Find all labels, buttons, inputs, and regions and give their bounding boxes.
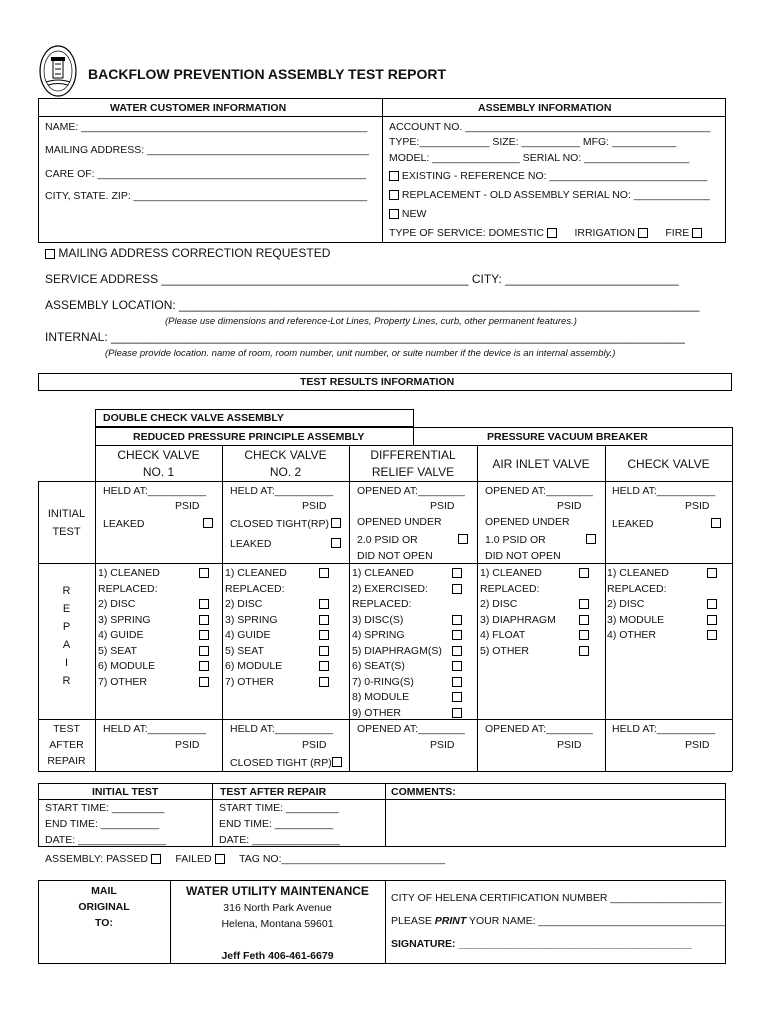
cv2-repair-checkbox[interactable] [319,677,329,687]
cv2-repair-item: 7) OTHER [225,675,275,688]
initial-test-heading: INITIAL TEST [92,786,159,798]
service-type-row: TYPE OF SERVICE: DOMESTIC IRRIGATION FIRE [389,227,702,239]
air-repair-checkbox[interactable] [579,615,589,625]
assembly-result-row: ASSEMBLY: PASSED FAILED TAG NO:____________________________ [45,853,446,865]
irrigation-checkbox[interactable] [638,228,648,238]
after-rv-psid: PSID [430,739,455,751]
pvcv-repair-checkbox[interactable] [707,615,717,625]
air-opened-under: OPENED UNDER [485,516,570,528]
pvb-heading: PRESSURE VACUUM BREAKER [487,431,648,443]
col2-header-a: CHECK VALVE [244,448,327,462]
rv-repair-checkbox[interactable] [452,646,462,656]
air-repair-checkbox[interactable] [579,630,589,640]
cv2-repair-checkbox[interactable] [319,661,329,671]
after-label-b: AFTER [49,739,84,751]
after-label-a: TEST [53,723,80,735]
rv-did-not-open-checkbox[interactable] [458,534,468,544]
utility-address-2: Helena, Montana 59601 [221,918,334,930]
air-psi-threshold: 1.0 PSID OR [485,534,546,546]
repair-letter-r: R [62,585,71,597]
passed-checkbox[interactable] [151,854,161,864]
mailing-correction-option[interactable]: MAILING ADDRESS CORRECTION REQUESTED [45,246,330,260]
name-field[interactable]: NAME: _________________________________________________ [45,121,368,133]
cv1-repair-item: REPLACED: [98,582,158,595]
rv-repair-item: 2) EXERCISED: [352,582,428,595]
cv2-repair-checkbox[interactable] [319,568,329,578]
cv2-repair-item: 2) DISC [225,598,263,610]
print-name-field[interactable]: PLEASE PRINT YOUR NAME: ________________________________ [391,915,726,927]
customer-heading: WATER CUSTOMER INFORMATION [110,102,287,114]
after-cv1-held-at[interactable]: HELD AT:__________ [103,723,207,735]
rv-repair-item: 6) SEAT(S) [352,660,405,672]
tag-no-field[interactable]: TAG NO:____________________________ [239,853,446,865]
cv1-repair-checkbox[interactable] [199,568,209,578]
city-seal-logo [38,44,78,98]
signature-field[interactable]: SIGNATURE: ________________________________________ [391,938,693,950]
cv1-repair-checkbox[interactable] [199,599,209,609]
city-state-zip-field[interactable]: CITY, STATE. ZIP: ________________________________________ [45,190,368,202]
pvcv-leaked-checkbox[interactable] [711,518,721,528]
new-checkbox[interactable] [389,209,399,219]
cv2-repair-item: 5) SEAT [225,644,264,657]
mailing-address-field[interactable]: MAILING ADDRESS: ______________________________________ [45,144,370,156]
after-cv2-held-at[interactable]: HELD AT:__________ [230,723,334,735]
col4-header: AIR INLET VALVE [492,457,590,471]
initial-start-time[interactable]: START TIME: _________ [45,802,165,814]
care-of-field[interactable]: CARE OF: ______________________________________________ [45,168,367,180]
after-cv2-closed-tight-checkbox[interactable] [332,757,342,767]
cv2-repair-checkbox[interactable] [319,599,329,609]
cv1-repair-item: 1) CLEANED [98,567,160,579]
cv1-leaked-checkbox[interactable] [203,518,213,528]
mail-label-3: TO: [95,917,113,929]
col3-header-b: RELIEF VALVE [371,465,455,479]
cv2-repair-item: 6) MODULE [225,660,283,672]
after-rv-opened-at[interactable]: OPENED AT:________ [357,723,465,735]
col1-header-a: CHECK VALVE [117,448,200,462]
mail-label-2: ORIGINAL [78,901,130,913]
air-psid: PSID [557,500,582,512]
repair-letter-e: E [62,603,71,615]
pvcv-repair-item: 4) OTHER [607,629,657,641]
after-cv2-closed-tight: CLOSED TIGHT (RP) [230,757,332,769]
rv-psi-threshold: 2.0 PSID OR [357,534,418,546]
air-repair-item: 5) OTHER [480,644,530,657]
col2-header-b: NO. 2 [269,465,302,479]
air-repair-checkbox[interactable] [579,599,589,609]
after-label-c: REPAIR [47,755,86,767]
cv1-repair-checkbox[interactable] [199,661,209,671]
repair-letter-i: I [64,657,69,669]
air-did-not-open-checkbox[interactable] [586,534,596,544]
replacement-option[interactable]: REPLACEMENT - OLD ASSEMBLY SERIAL NO: _____________ [389,189,710,201]
initial-label-b: TEST [52,526,81,538]
cv2-repair-item: REPLACED: [225,582,285,595]
cv2-closed-tight: CLOSED TIGHT(RP) [230,518,329,530]
after-air-psid: PSID [557,739,582,751]
after-pvcv-psid: PSID [685,739,710,751]
rv-repair-item: 8) MODULE [352,691,410,703]
rv-repair-item: REPLACED: [352,598,412,610]
existing-checkbox[interactable] [389,171,399,181]
assembly-heading: ASSEMBLY INFORMATION [478,102,612,114]
new-option[interactable]: NEW [389,208,426,220]
rv-repair-checkbox[interactable] [452,708,462,718]
cv2-held-at[interactable]: HELD AT:__________ [230,485,334,497]
rv-repair-checkbox[interactable] [452,568,462,578]
rv-repair-item: 4) SPRING [352,629,405,641]
rv-repair-checkbox[interactable] [452,692,462,702]
rv-repair-checkbox[interactable] [452,677,462,687]
cv1-repair-checkbox[interactable] [199,677,209,687]
mail-label-1: MAIL [91,885,117,897]
internal-note: (Please provide location. name of room, room number, unit number, or suite number if the device is an internal assembly.) [105,348,616,359]
failed-checkbox[interactable] [215,854,225,864]
cv2-leaked-checkbox[interactable] [331,538,341,548]
repair-letter-r2: R [62,675,71,687]
account-field[interactable]: ACCOUNT NO. __________________________________________ [389,121,711,133]
pvcv-repair-item: 1) CLEANED [607,567,669,579]
rv-repair-checkbox[interactable] [452,584,462,594]
cv1-repair-item: 3) SPRING [98,613,151,626]
col5-header: CHECK VALVE [627,457,710,471]
pvcv-repair-item: REPLACED: [607,582,667,595]
fire-checkbox[interactable] [692,228,702,238]
initial-date[interactable]: DATE: _______________ [45,834,166,846]
cv1-repair-item: 7) OTHER [98,675,148,688]
comments-heading: COMMENTS: [391,786,456,798]
air-repair-item: 3) DIAPHRAGM [480,613,556,626]
rv-repair-checkbox[interactable] [452,630,462,640]
rv-repair-item: 9) OTHER [352,706,402,719]
domestic-checkbox[interactable] [547,228,557,238]
model-serial-field[interactable]: MODEL: _______________ SERIAL NO: __________________ [389,152,690,164]
air-did-not-open: DID NOT OPEN [485,550,561,562]
cv2-psid: PSID [302,500,327,512]
cv1-repair-item: 4) GUIDE [98,629,144,641]
pvcv-psid: PSID [685,500,710,512]
cv1-repair-item: 5) SEAT [98,644,137,657]
pvcv-repair-checkbox[interactable] [707,568,717,578]
rv-did-not-open: DID NOT OPEN [357,550,433,562]
rv-opened-under: OPENED UNDER [357,516,442,528]
rv-repair-item: 1) CLEANED [352,567,414,579]
pvcv-leaked: LEAKED [612,518,654,530]
cv1-repair-checkbox[interactable] [199,615,209,625]
col3-header-a: DIFFERENTIAL [370,448,456,462]
pvcv-repair-item: 3) MODULE [607,613,665,626]
rv-repair-item: 5) DIAPHRAGM(S) [352,644,442,657]
certification-field[interactable]: CITY OF HELENA CERTIFICATION NUMBER ___________________ [391,892,722,904]
cv1-held-at[interactable]: HELD AT:__________ [103,485,207,497]
pvcv-repair-checkbox[interactable] [707,630,717,640]
cv2-repair-item: 4) GUIDE [225,629,271,641]
col1-header-b: NO. 1 [142,465,175,479]
replacement-checkbox[interactable] [389,190,399,200]
air-repair-item: REPLACED: [480,582,540,595]
type-size-mfg-field[interactable]: TYPE:____________ SIZE: __________ MFG: ___________ [389,136,677,148]
cv2-repair-item: 1) CLEANED [225,567,287,579]
air-repair-checkbox[interactable] [579,568,589,578]
repair-letter-p: P [62,621,71,633]
cv2-leaked: LEAKED [230,538,272,550]
after-cv2-psid: PSID [302,739,327,751]
air-repair-item: 1) CLEANED [480,567,542,579]
location-note: (Please use dimensions and reference-Lot Lines, Property Lines, curb, other permanent features.) [165,316,577,327]
existing-option[interactable]: EXISTING - REFERENCE NO: ___________________________ [389,170,707,182]
cv2-repair-item: 3) SPRING [225,613,278,626]
page-title: BACKFLOW PREVENTION ASSEMBLY TEST REPORT [88,66,447,82]
rv-repair-checkbox[interactable] [452,661,462,671]
rv-opened-at[interactable]: OPENED AT:________ [357,485,465,497]
after-start-time[interactable]: START TIME: _________ [219,802,339,814]
air-opened-at[interactable]: OPENED AT:________ [485,485,593,497]
cv1-psid: PSID [175,500,200,512]
cv2-repair-checkbox[interactable] [319,646,329,656]
after-air-opened-at[interactable]: OPENED AT:________ [485,723,593,735]
cv2-closed-tight-checkbox[interactable] [331,518,341,528]
cv1-repair-item: 6) MODULE [98,660,156,672]
assembly-location-field[interactable]: ASSEMBLY LOCATION: ______________________________________________________________________________ [45,298,700,312]
cv2-repair-checkbox[interactable] [319,615,329,625]
rv-repair-item: 7) 0-RING(S) [352,675,414,688]
repair-letter-a: A [62,639,71,651]
internal-field[interactable]: INTERNAL: ______________________________________________________________________________________ [45,330,685,344]
air-repair-item: 4) FLOAT [480,629,526,641]
cv1-repair-checkbox[interactable] [199,630,209,640]
correction-checkbox[interactable] [45,249,55,259]
test-results-heading: TEST RESULTS INFORMATION [300,376,455,388]
pvcv-repair-checkbox[interactable] [707,599,717,609]
cv1-repair-item: 2) DISC [98,598,136,610]
cv1-leaked: LEAKED [103,518,145,530]
rv-psid: PSID [430,500,455,512]
utility-address-1: 316 North Park Avenue [223,902,332,914]
after-cv1-psid: PSID [175,739,200,751]
cv2-repair-checkbox[interactable] [319,630,329,640]
rpa-heading: REDUCED PRESSURE PRINCIPLE ASSEMBLY [133,431,365,443]
after-end-time[interactable]: END TIME: __________ [219,818,334,830]
service-address-field[interactable]: SERVICE ADDRESS ______________________________________________ CITY: __________________________ [45,272,679,286]
rv-repair-checkbox[interactable] [452,615,462,625]
after-date[interactable]: DATE: _______________ [219,834,340,846]
dca-heading: DOUBLE CHECK VALVE ASSEMBLY [103,412,284,424]
air-repair-item: 2) DISC [480,598,518,610]
utility-contact: Jeff Feth 406-461-6679 [221,950,334,962]
rv-repair-item: 3) DISC(S) [352,613,404,626]
pvcv-held-at[interactable]: HELD AT:__________ [612,485,716,497]
pvcv-repair-item: 2) DISC [607,598,645,610]
after-repair-heading: TEST AFTER REPAIR [220,786,327,798]
initial-end-time[interactable]: END TIME: __________ [45,818,160,830]
utility-name: WATER UTILITY MAINTENANCE [186,884,369,898]
cv1-repair-checkbox[interactable] [199,646,209,656]
air-repair-checkbox[interactable] [579,646,589,656]
after-pvcv-held-at[interactable]: HELD AT:__________ [612,723,716,735]
initial-label-a: INITIAL [47,508,86,520]
